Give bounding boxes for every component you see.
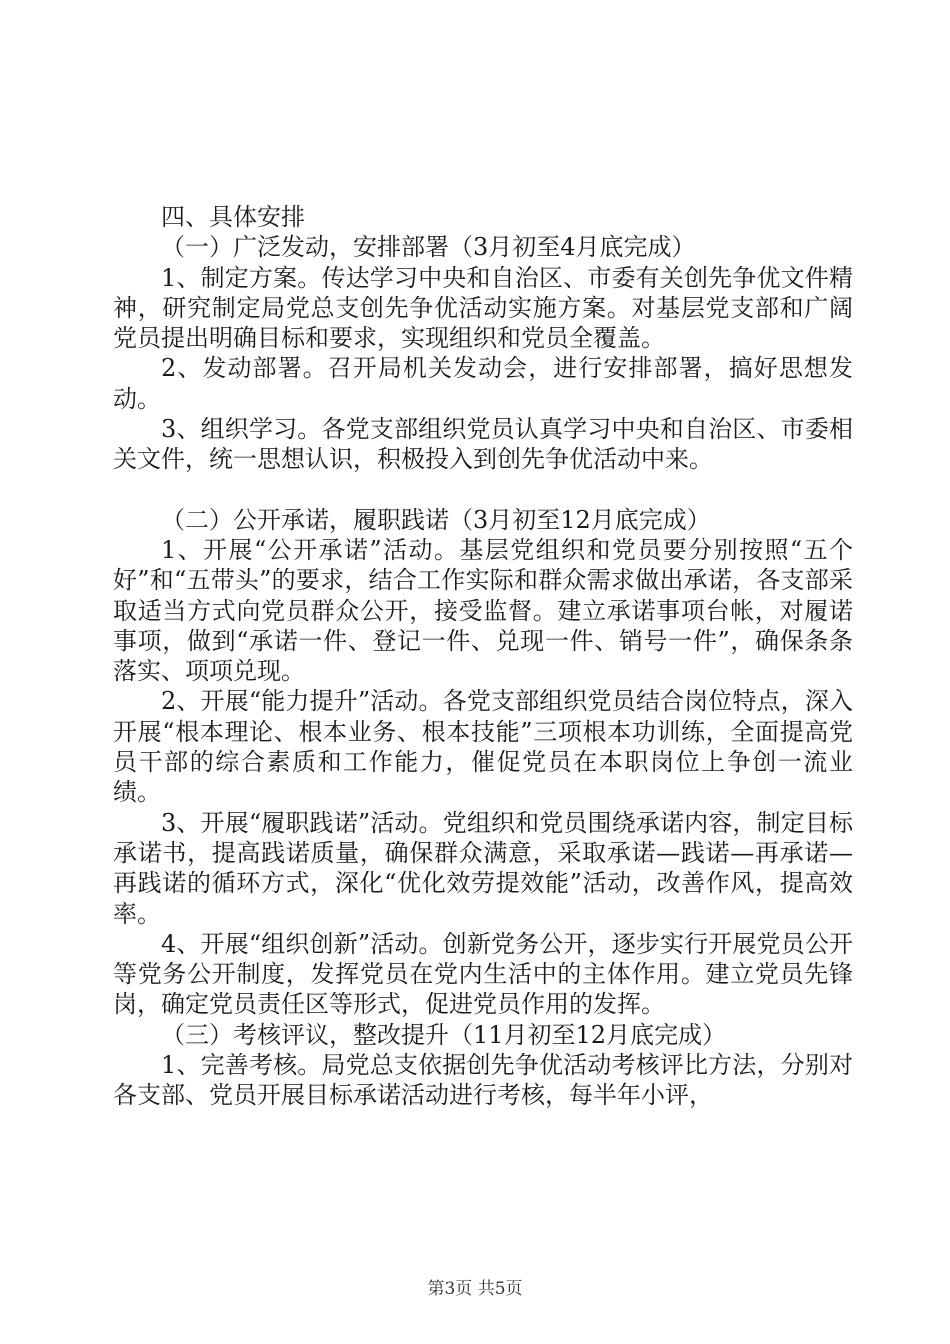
paragraph: 4、开展“组织创新”活动。创新党务公开，逐步实行开展党员公开等党务公开制度，发挥党员在党内生活中的主体作用。建立党员先锋岗，确定党员责任区等形式，促进党员作用的发挥。 xyxy=(113,929,853,1019)
subsection-heading: （一）广泛发动，安排部署（3月初至4月底完成） xyxy=(161,233,696,262)
paragraph: 3、组织学习。各党支部组织党员认真学习中央和自治区、市委相关文件，统一思想认识，积极投入到创先争优活动中来。 xyxy=(113,415,853,474)
paragraph: 3、开展“履职践诺”活动。党组织和党员围绕承诺内容，制定目标承诺书，提高践诺质量，确保群众满意，采取承诺—践诺—再承诺—再践诺的循环方式，深化“优化效劳提效能”活动，改善作风，提高效率。 xyxy=(113,808,853,928)
paragraph: 1、完善考核。局党总支依据创先争优活动考核评比方法，分别对各支部、党员开展目标承诺活动进行考核，每半年小评， xyxy=(113,1051,853,1110)
document-body xyxy=(113,202,853,1111)
subsection-heading: （三）考核评议，整改提升（11月初至12月底完成） xyxy=(161,1020,727,1049)
page-number-footer: 第3页 共5页 xyxy=(427,1279,523,1299)
section-heading: 四、具体安排 xyxy=(161,203,305,231)
paragraph: 1、制定方案。传达学习中央和自治区、市委有关创先争优文件精神，研究制定局党总支创先争优活动实施方案。对基层党支部和广阔党员提出明确目标和要求，实现组织和党员全覆盖。 xyxy=(113,263,853,353)
subsection-heading: （二）公开承诺，履职践诺（3月初至12月底完成） xyxy=(161,505,711,534)
paragraph: 2、开展“能力提升”活动。各党支部组织党员结合岗位特点，深入开展“根本理论、根本业务、根本技能”三项根本功训练，全面提高党员干部的综合素质和工作能力，催促党员在本职岗位上争创一流业绩。 xyxy=(113,687,853,807)
paragraph: 2、发动部署。召开局机关发动会，进行安排部署，搞好思想发动。 xyxy=(113,354,853,413)
paragraph-spacer xyxy=(113,475,853,505)
paragraph: 1、开展“公开承诺”活动。基层党组织和党员要分别按照“五个好”和“五带头”的要求，结合工作实际和群众需求做出承诺，各支部采取适当方式向党员群众公开，接受监督。建立承诺事项台帐，对履诺事项，做到“承诺一件、登记一件、兑现一件、销号一件”，确保条条落实、项项兑现。 xyxy=(113,535,853,686)
